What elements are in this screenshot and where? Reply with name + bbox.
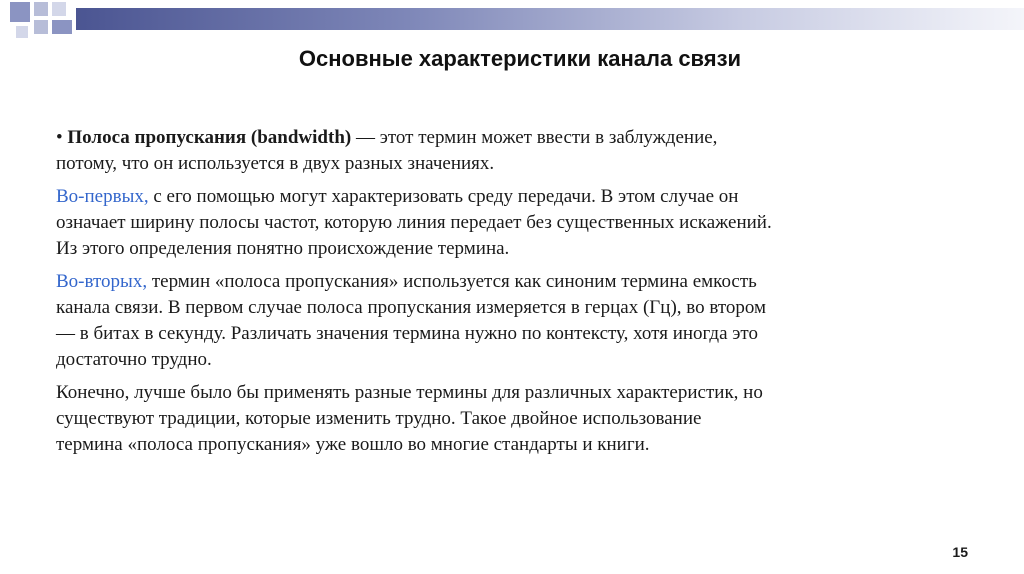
term-bandwidth: Полоса пропускания (bandwidth) (67, 127, 352, 148)
text-line: потому, что он используется в двух разных значениях. (56, 153, 495, 174)
text-line: достаточно трудно. (56, 349, 212, 370)
text-line (56, 125, 976, 151)
text-line: означает ширину полосы частот, которую линия передает без существенных искажений. (56, 212, 772, 233)
lead-second: Во-вторых, (56, 271, 148, 292)
decor-square (52, 2, 66, 16)
decor-square (34, 20, 48, 34)
text-line: существуют традиции, которые изменить трудно. Такое двойное использование (56, 408, 702, 429)
bullet: • (56, 127, 63, 148)
page-number: 15 (952, 544, 968, 560)
decor-square (52, 20, 72, 34)
text-line: канала связи. В первом случае полоса пропускания измеряется в герцах (Гц), во втором (56, 297, 767, 318)
decor-square (10, 2, 30, 22)
slide-body (56, 125, 976, 465)
text-line (56, 269, 976, 295)
text-line: Конечно, лучше было бы применять разные термины для различных характеристик, но (56, 382, 763, 403)
text-line: термина «полоса пропускания» уже вошло во многие стандарты и книги. (56, 434, 650, 455)
text-line (56, 184, 976, 210)
paragraph-conclusion (56, 380, 976, 458)
lead-first: Во-первых, (56, 186, 149, 207)
decor-square (16, 26, 28, 38)
paragraph-second-meaning (56, 269, 976, 373)
text-fragment: — этот термин может ввести в заблуждение, (351, 127, 718, 148)
text-line: Из этого определения понятно происхождение термина. (56, 238, 510, 259)
header-gradient-bar (76, 8, 1024, 30)
paragraph-first-meaning (56, 184, 976, 262)
decor-square (34, 2, 48, 16)
slide-title: Основные характеристики канала связи (298, 46, 742, 71)
text-line: — в битах в секунду. Различать значения термина нужно по контексту, хотя иногда это (56, 323, 758, 344)
text-fragment: термин «полоса пропускания» используется как синоним термина емкость (147, 271, 757, 292)
text-fragment: с его помощью могут характеризовать среду передачи. В этом случае он (148, 186, 739, 207)
paragraph-bandwidth-definition (56, 125, 976, 177)
